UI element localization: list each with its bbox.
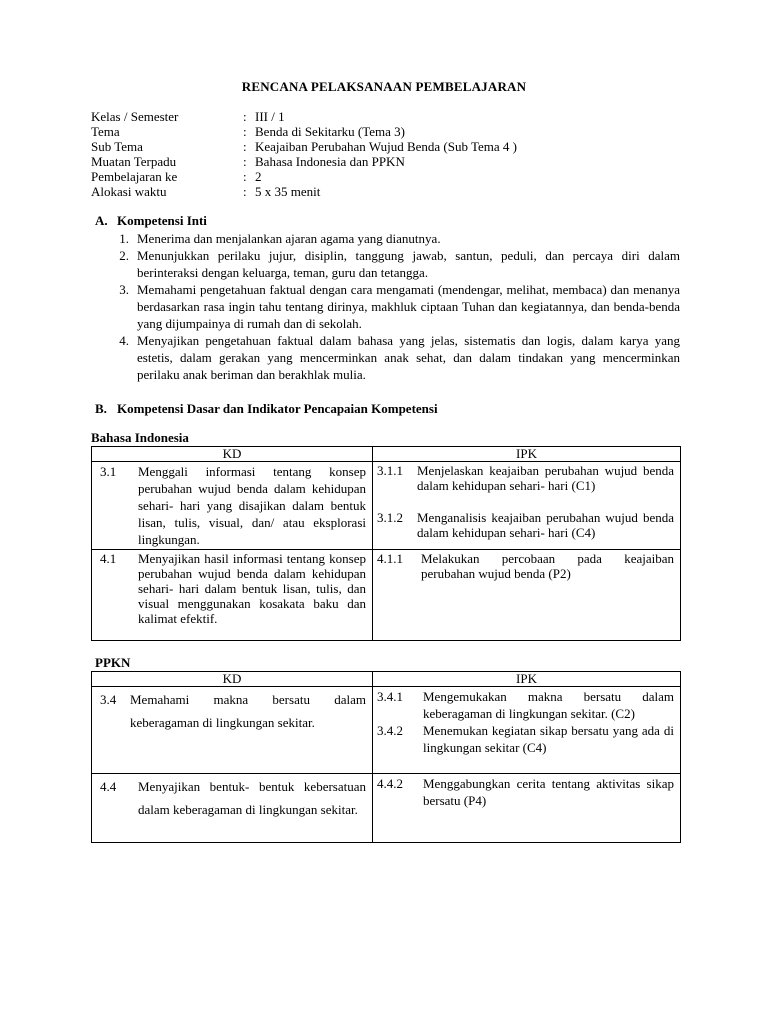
ipk-number: 4.4.2 — [377, 776, 403, 791]
info-label: Kelas / Semester — [91, 109, 179, 124]
ipk-item — [377, 722, 674, 756]
table-row — [92, 462, 681, 550]
ipk-number: 3.4.1 — [377, 689, 403, 704]
info-row-tema — [91, 124, 691, 139]
info-label: Sub Tema — [91, 139, 143, 154]
info-colon: : — [243, 184, 247, 199]
info-colon: : — [243, 124, 247, 139]
info-row-pembelajaran — [91, 169, 691, 184]
info-row-kelas — [91, 109, 691, 124]
list-item — [95, 247, 680, 281]
info-value: 5 x 35 menit — [255, 184, 321, 199]
section-letter: B. — [95, 401, 107, 416]
kd-cell — [92, 550, 373, 641]
kd-number: 3.4 — [100, 692, 117, 707]
ipk-number: 3.1.1 — [377, 463, 403, 478]
info-value: Keajaiban Perubahan Wujud Benda (Sub Tema 4 ) — [255, 139, 517, 154]
ipk-cell — [373, 462, 681, 550]
section-heading — [95, 213, 680, 229]
kd-cell — [92, 774, 373, 843]
ipk-cell — [373, 687, 681, 774]
ipk-item — [377, 775, 674, 809]
info-label: Pembelajaran ke — [91, 169, 178, 184]
table-row — [92, 774, 681, 843]
kd-cell — [92, 462, 373, 550]
subject-heading-bahasa-indonesia: Bahasa Indonesia — [91, 430, 189, 445]
kd-number: 4.4 — [100, 779, 117, 794]
column-header-kd: KD — [92, 447, 373, 462]
section-letter: A. — [95, 213, 108, 228]
table-header-row — [92, 447, 681, 462]
list-text: Memahami pengetahuan faktual dengan cara mengamati (mendengar, melihat, membaca) dan menanya berdasarkan rasa ingin tahu tentang dirinya, makhluk ciptaan Tuhan dan kegiatannya, dan benda-benda yang dijumpainya di rumah dan di sekolah. — [137, 282, 680, 331]
column-header-ipk: IPK — [373, 447, 681, 462]
list-number: 3. — [119, 282, 129, 297]
ipk-number: 3.4.2 — [377, 723, 403, 738]
ipk-item — [377, 510, 674, 540]
info-colon: : — [243, 154, 247, 169]
column-header-kd: KD — [92, 672, 373, 687]
subject-heading-ppkn: PPKN — [95, 655, 131, 670]
document-title: RENCANA PELAKSANAAN PEMBELAJARAN — [241, 79, 527, 94]
info-row-subtema — [91, 139, 691, 154]
kd-ipk-table-bahasa-indonesia — [91, 446, 681, 641]
ipk-number: 3.1.2 — [377, 510, 403, 525]
info-row-muatan — [91, 154, 691, 169]
identity-block — [91, 109, 691, 199]
list-text: Menyajikan pengetahuan faktual dalam bahasa yang jelas, sistematis dan logis, dalam karya yang estetis, dalam gerakan yang mencerminkan anak sehat, dan dalam tindakan yang mencerminkan perilaku anak beriman dan berakhlak mulia. — [137, 333, 680, 382]
section-title: Kompetensi Inti — [117, 213, 207, 228]
info-colon: : — [243, 109, 247, 124]
info-value: Bahasa Indonesia dan PPKN — [255, 154, 405, 169]
ipk-text: Mengemukakan makna bersatu dalam keberagaman di lingkungan sekitar. (C2) — [423, 689, 674, 721]
kd-number: 4.1 — [100, 551, 117, 566]
kd-text: Menggali informasi tentang konsep perubahan wujud benda dalam kehidupan sehari- hari yang disajikan dalam bentuk lisan, tulis, visual, dan/ atau eksplorasi lingkungan. — [138, 464, 366, 547]
kd-number: 3.1 — [100, 464, 117, 479]
column-header-ipk: IPK — [373, 672, 681, 687]
ipk-text: Menjelaskan keajaiban perubahan wujud benda dalam kehidupan sehari- hari (C1) — [417, 463, 674, 493]
list-item — [95, 281, 680, 332]
info-row-alokasi — [91, 184, 691, 199]
table-header-row — [92, 672, 681, 687]
info-value: Benda di Sekitarku (Tema 3) — [255, 124, 405, 139]
section-kompetensi-inti — [95, 213, 680, 383]
list-number: 4. — [119, 333, 129, 348]
section-kompetensi-dasar — [95, 401, 680, 417]
info-value: 2 — [255, 169, 262, 184]
ki-list — [95, 230, 680, 383]
kd-text: Memahami makna bersatu dalam keberagaman di lingkungan sekitar. — [130, 692, 366, 730]
section-title: Kompetensi Dasar dan Indikator Pencapaian Kompetensi — [117, 401, 438, 416]
info-label: Alokasi waktu — [91, 184, 167, 199]
ipk-text: Menemukan kegiatan sikap bersatu yang ada di lingkungan sekitar (C4) — [423, 723, 674, 755]
info-colon: : — [243, 169, 247, 184]
kd-ipk-table-ppkn — [91, 671, 681, 843]
ipk-item — [377, 551, 674, 581]
kd-cell — [92, 687, 373, 774]
ipk-number: 4.1.1 — [377, 551, 403, 566]
ipk-cell — [373, 774, 681, 843]
list-number: 1. — [119, 231, 129, 246]
ipk-text: Menganalisis keajaiban perubahan wujud benda dalam kehidupan sehari- hari (C4) — [417, 510, 674, 540]
info-colon: : — [243, 139, 247, 154]
info-label: Tema — [91, 124, 120, 139]
list-text: Menunjukkan perilaku jujur, disiplin, tanggung jawab, santun, peduli, dan percaya diri dalam berinteraksi dengan keluarga, teman, guru dan tetangga. — [137, 248, 680, 280]
list-number: 2. — [119, 248, 129, 263]
section-heading — [95, 401, 680, 417]
kd-text: Menyajikan bentuk- bentuk kebersatuan dalam keberagaman di lingkungan sekitar. — [138, 779, 366, 817]
list-item — [95, 230, 680, 247]
kd-text: Menyajikan hasil informasi tentang konsep perubahan wujud benda dalam kehidupan sehari- hari dalam bentuk lisan, tulis, dan visual menggunakan kosakata baku dan kalimat efektif. — [138, 551, 366, 626]
ipk-text: Menggabungkan cerita tentang aktivitas sikap bersatu (P4) — [423, 776, 674, 808]
table-row — [92, 687, 681, 774]
ipk-text: Melakukan percobaan pada keajaiban perubahan wujud benda (P2) — [421, 551, 674, 581]
ipk-item — [377, 463, 674, 493]
info-label: Muatan Terpadu — [91, 154, 177, 169]
table-row — [92, 550, 681, 641]
list-text: Menerima dan menjalankan ajaran agama yang dianutnya. — [137, 231, 441, 246]
ipk-cell — [373, 550, 681, 641]
list-item — [95, 332, 680, 383]
ipk-item — [377, 688, 674, 722]
info-value: III / 1 — [255, 109, 285, 124]
